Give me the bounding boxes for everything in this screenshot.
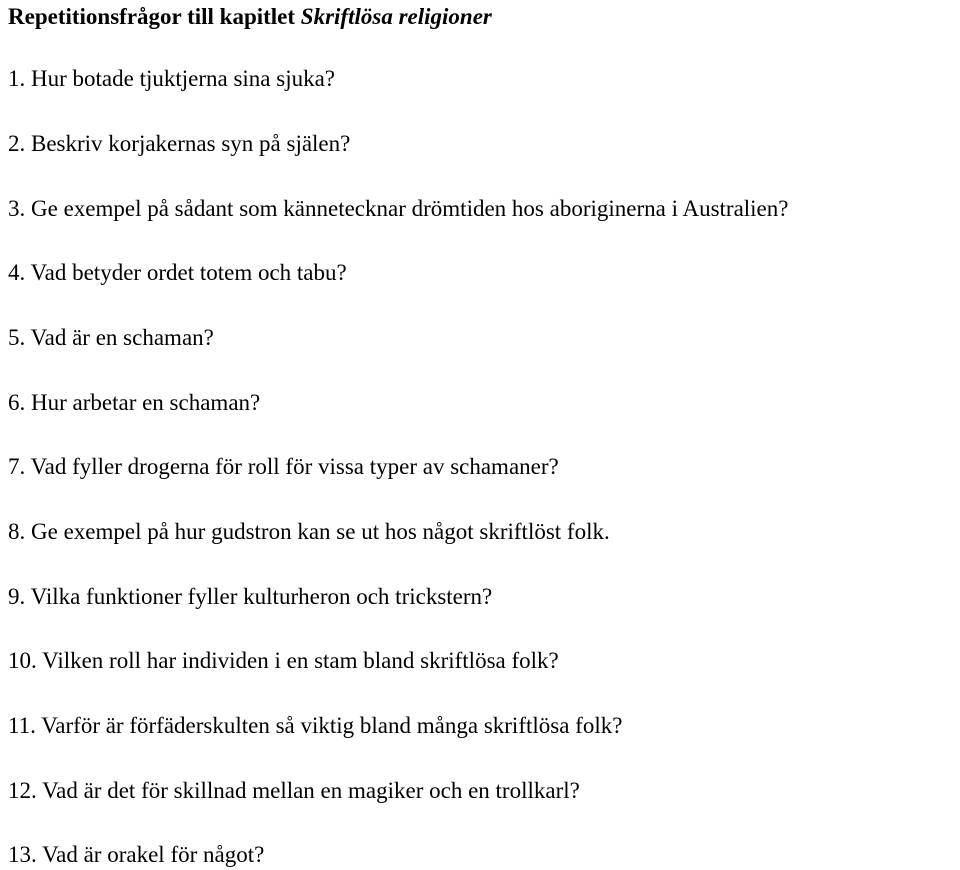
question-item: 7. Vad fyller drogerna för roll för vissa typer av schamaner? <box>8 454 559 479</box>
question-item: 11. Varför är förfäderskulten så viktig bland många skriftlösa folk? <box>8 713 623 738</box>
question-item: 12. Vad är det för skillnad mellan en magiker och en trollkarl? <box>8 778 580 803</box>
question-item: 6. Hur arbetar en schaman? <box>8 390 261 415</box>
question-item: 4. Vad betyder ordet totem och tabu? <box>8 260 347 285</box>
question-item: 9. Vilka funktioner fyller kulturheron och trickstern? <box>8 584 493 609</box>
question-item: 2. Beskriv korjakernas syn på själen? <box>8 131 351 156</box>
question-item: 3. Ge exempel på sådant som kännetecknar drömtiden hos aboriginerna i Australien? <box>8 196 789 221</box>
question-item: 10. Vilken roll har individen i en stam bland skriftlösa folk? <box>8 648 559 673</box>
document-title <box>8 2 492 32</box>
question-item: 8. Ge exempel på hur gudstron kan se ut hos något skriftlöst folk. <box>8 519 610 544</box>
question-item: 5. Vad är en schaman? <box>8 325 214 350</box>
title-chapter-name: Skriftlösa religioner <box>300 4 492 29</box>
question-item: 13. Vad är orakel för något? <box>8 842 265 867</box>
title-text: Repetitionsfrågor till kapitlet <box>8 4 296 29</box>
question-item: 1. Hur botade tjuktjerna sina sjuka? <box>8 66 336 91</box>
